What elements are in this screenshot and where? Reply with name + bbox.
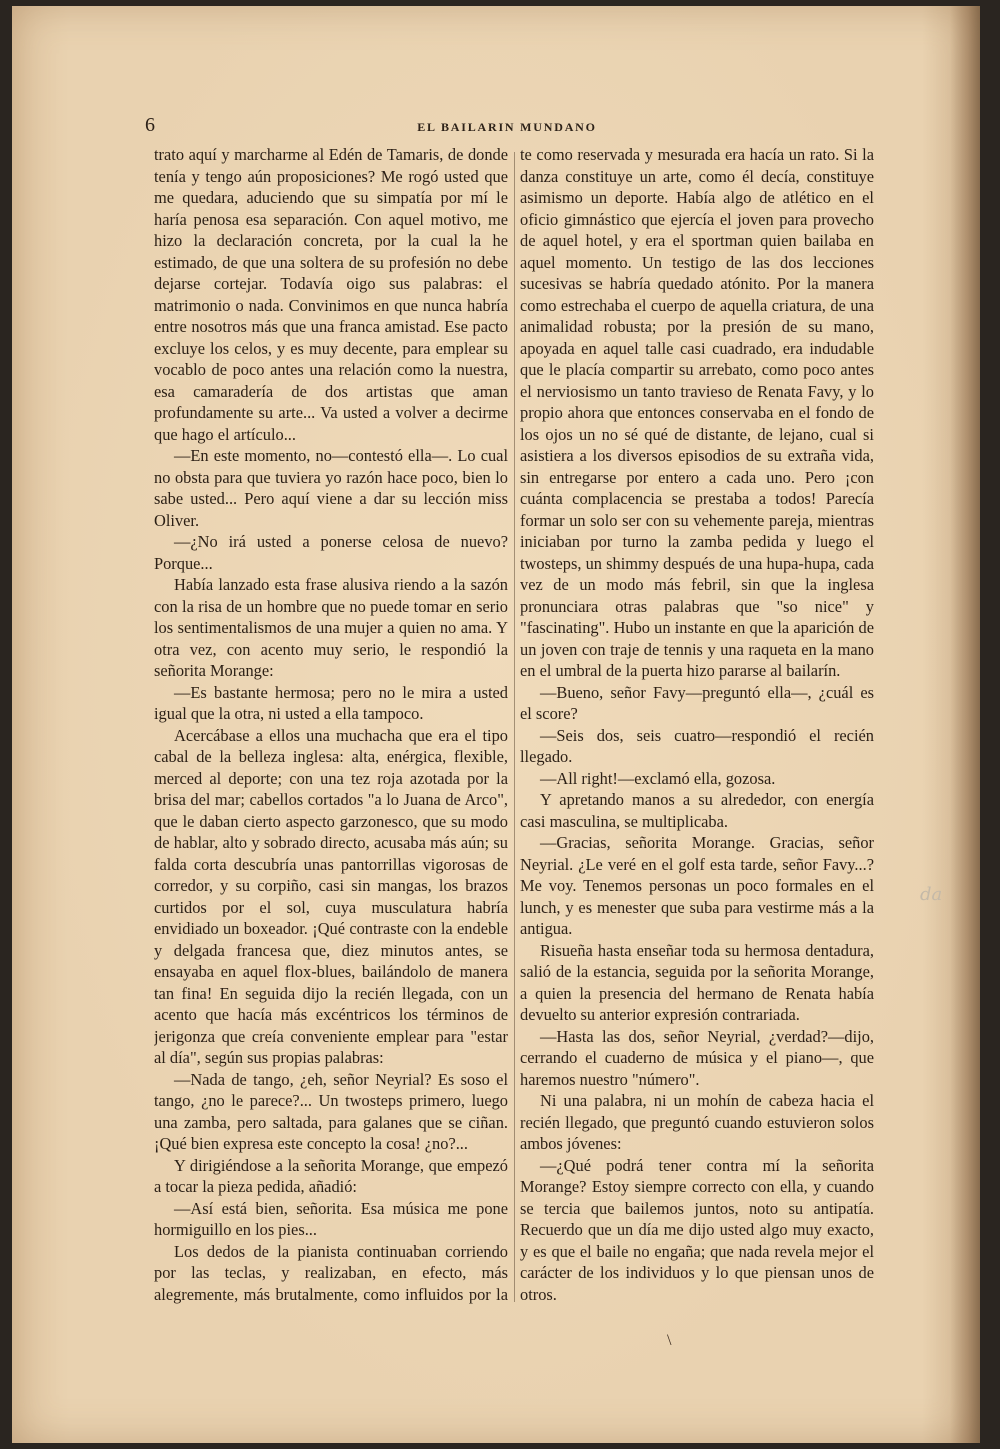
- paragraph: trato aquí y marcharme al Edén de Tamaris, de donde tenía y tengo aún proposiciones? Me rogó usted que me quedara, aduciendo que su simpatía por mí le haría penosa esa separación. Con aquel motivo, me hizo la declaración concreta, por la cual la he estimado, de que una soltera de su profesión no debe dejarse cortejar. Todavía oigo sus palabras: el matrimonio o nada. Convinimos en que nunca habría entre nosotros más que una franca amistad. Ese pacto excluye los celos, y es muy decente, para emplear su vocablo de poco antes una relación como la nuestra, esa camaradería de dos artistas que aman profundamente su arte... Va usted a volver a decirme que hago el artículo...: [154, 145, 508, 444]
- paragraph: —¿Qué podrá tener contra mí la señorita Morange? Estoy siempre correcto con ella, y cuando se tercia que bailemos juntos, noto su antipatía. Recuerdo que un día me dijo usted algo muy exacto, y es que el baile no engaña; que nada revela mejor el carácter de los individuos y lo que piensan unos de otros.: [520, 1155, 874, 1304]
- paragraph: Risueña hasta enseñar toda su hermosa dentadura, salió de la estancia, seguida por la señorita Morange, a quien la presencia del hermano de Renata había devuelto su anterior expresión contrariada.: [520, 940, 874, 1024]
- bottom-mark: \: [667, 1332, 672, 1349]
- left-text-column: [154, 144, 508, 1306]
- paragraph: Y apretando manos a su alrededor, con energía casi masculina, se multiplicaba.: [520, 790, 874, 831]
- page-number: 6: [145, 114, 155, 136]
- paragraph: —Así está bien, señorita. Esa música me pone hormiguillo en los pies...: [154, 1198, 508, 1239]
- paragraph: Había lanzado esta frase alusiva riendo a la sazón con la risa de un hombre que no puede tomar en serio los sentimentalismos de una mujer a quien no ama. Y otra vez, con acento muy serio, le respondió la señorita Morange:: [154, 575, 508, 680]
- paragraph: —Bueno, señor Favy—preguntó ella—, ¿cuál es el score?: [520, 682, 874, 723]
- paragraph: te como reservada y mesurada era hacía un rato. Si la danza constituye un arte, como él decía, constituye asimismo un deporte. Había algo de atlético en el oficio gimnástico que ejercía el joven para provecho de aquel hotel, y era el sportman quien bailaba en aquel momento. Un testigo de las dos lecciones sucesivas se habría quedado atónito. Por la manera como estrechaba el cuerpo de aquella criatura, de una animalidad robusta; por la presión de su mano, apoyada en aquel talle casi cuadrado, era indudable que le placía compartir su arrebato, como poco antes el nerviosismo un tanto travieso de Renata Favy, y lo propio ahora que entonces conservaba en el fondo de los ojos un no sé qué de distante, de lejano, cual si asistiera a los diversos episodios de su extraña vida, sin entregarse por entero a cada uno. Pero ¡con cuánta complacencia se prestaba a todos! Parecía formar un solo ser con su vehemente pareja, mientras iniciaban por turno la zamba pedida y luego el twosteps, un shimmy después de una hupa-hupa, cada vez de un modo más febril, sin que la inglesa pronunciara otras palabras que "so nice" y "fascinating". Hubo un instante en que la aparición de un joven con traje de tennis y una raqueta en la mano en el umbral de la puerta hizo pararse al bailarín.: [520, 145, 874, 680]
- paragraph: [520, 1305, 874, 1306]
- paragraph: —Hasta las dos, señor Neyrial, ¿verdad?—dijo, cerrando el cuaderno de música y el piano—, que haremos nuestro "número".: [520, 1026, 874, 1089]
- paragraph: —Nada de tango, ¿eh, señor Neyrial? Es soso el tango, ¿no le parece?... Un twosteps primero, luego una zamba, pero saltada, para galanes que se ciñan. ¡Qué bien expresa este concepto la cosa! ¿no?...: [154, 1069, 508, 1153]
- page-spine-shadow: [950, 6, 980, 1443]
- paragraph: —¿No irá usted a ponerse celosa de nuevo? Porque...: [154, 532, 508, 573]
- page-header: [145, 112, 869, 142]
- paragraph: —All right!—exclamó ella, gozosa.: [540, 768, 776, 788]
- running-title: EL BAILARIN MUNDANO: [417, 120, 597, 134]
- column-divider: [514, 152, 515, 1302]
- pencil-margin-note: da: [920, 884, 943, 905]
- book-page: [12, 6, 980, 1443]
- paragraph: —Seis dos, seis cuatro—respondió el recién llegado.: [520, 725, 874, 766]
- paragraph: —Es bastante hermosa; pero no le mira a usted igual que la otra, ni usted a ella tampoco.: [154, 682, 508, 723]
- paragraph: Acercábase a ellos una muchacha que era el tipo cabal de la belleza inglesa: alta, enérgica, flexible, merced al deporte; con una tez roja azotada por la brisa del mar; cabellos cortados "a lo Juana de Arco", que le daban cierto aspecto garzonesco, que su modo de hablar, alto y sobrado directo, acusaba más aún; su falda corta descubría unas pantorrillas vigorosas de corredor, y su corpiño, casi sin mangas, los brazos curtidos por el sol, cuya musculatura habría envidiado un boxeador. ¡Qué contraste con la endeble y delgada francesa que, diez minutos antes, se ensayaba en aquel flox-blues, bailándolo de manera tan fina! En seguida dijo la recién llegada, con un acento que hacía más excéntricos los términos de jerigonza que creía conveniente emplear para "estar al día", según sus propias palabras:: [154, 725, 508, 1067]
- paragraph: Los dedos de la pianista continuaban corriendo por las teclas, y realizaban, en efecto, más alegremente, más brutalmente, como influidos por la: [154, 1241, 508, 1304]
- right-text-column: [520, 144, 874, 1306]
- paragraph: Y dirigiéndose a la señorita Morange, que empezó a tocar la pieza pedida, añadió:: [154, 1155, 508, 1196]
- paragraph: —Gracias, señorita Morange. Gracias, señor Neyrial. ¿Le veré en el golf esta tarde, señor Favy...? Me voy. Tenemos personas un poco formales en el lunch, y es menester que suba para vestirme más a la antigua.: [520, 833, 874, 938]
- paragraph: —En este momento, no—contestó ella—. Lo cual no obsta para que tuviera yo razón hace poco, bien lo sabe usted... Pero aquí viene a dar su lección miss Oliver.: [154, 446, 508, 530]
- paragraph: Ni una palabra, ni un mohín de cabeza hacia el recién llegado, que preguntó cuando estuvieron solos ambos jóvenes:: [520, 1091, 874, 1153]
